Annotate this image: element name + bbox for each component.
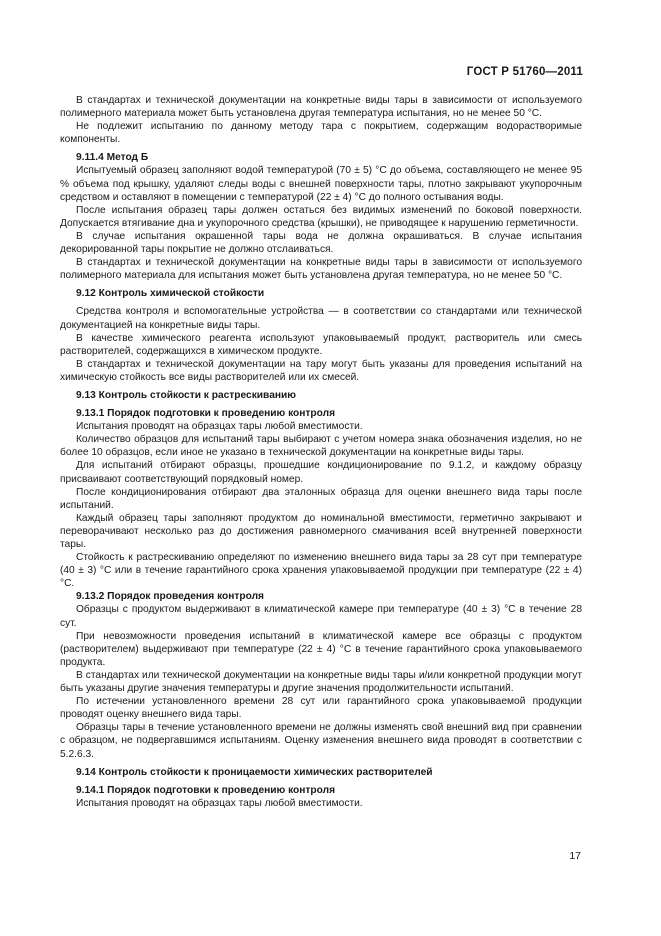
paragraph: Испытуемый образец заполняют водой температурой (70 ± 5) °С до объема, составляющего не менее 95 % объема под крышку, удаляют следы воды с внешней поверхности тары, плотно закрывают укупорочным средством и оставляют в помещении с температурой (22 ± 4) °С до полного остывания воды.	[60, 165, 582, 203]
paragraph: Образцы тары в течение установленного времени не должны изменять свой внешний вид при сравнении с образцом, не подвергавшимся испытаниям. Оценку изменения внешнего вида проводят в соответствии с 5.2.6.3.	[60, 722, 582, 760]
paragraph: Для испытаний отбирают образцы, прошедшие кондиционирование по 9.1.2, и каждому образцу присваивают соответствующий порядковый номер.	[60, 460, 582, 485]
section-heading: 9.13.2 Порядок проведения контроля	[76, 591, 265, 603]
section-heading: 9.11.4 Метод Б	[76, 152, 149, 164]
paragraph: Образцы с продуктом выдерживают в климатической камере при температуре (40 ± 3) °С в течение 28 сут.	[60, 604, 582, 629]
paragraph: При невозможности проведения испытаний в климатической камере все образцы с продуктом (растворителем) выдерживают при температуре (22 ± 4) °С в течение гарантийного срока упаковываемого продукта.	[60, 630, 582, 668]
paragraph: В стандартах и технической документации на тару могут быть указаны для проведения испытаний на химическую стойкость все виды растворителей или их смесей.	[60, 358, 582, 383]
section-heading: 9.13 Контроль стойкости к растрескиванию	[76, 389, 296, 401]
paragraph: Средства контроля и вспомогательные устройства — в соответствии со стандартами или технической документацией на конкретные виды тары.	[60, 306, 582, 331]
paragraph: В качестве химического реагента используют упаковываемый продукт, растворитель или смесь растворителей, содержащихся в химическом продукте.	[60, 332, 582, 357]
paragraph: В стандартах и технической документации на конкретные виды тары в зависимости от используемого полимерного материала для испытания может быть установлена другая температура, но не менее 50 °С.	[60, 257, 582, 282]
paragraph: В стандартах или технической документации на конкретные виды тары и/или конкретной продукции могут быть указаны другие значения температуры и другие значения продолжительности испытаний.	[60, 669, 582, 695]
document-body	[60, 94, 582, 810]
paragraph: После кондиционирования отбирают два эталонных образца для оценки внешнего вида тары после испытаний.	[60, 486, 582, 511]
document-header: ГОСТ Р 51760—2011	[466, 66, 583, 78]
page-number: 17	[569, 850, 581, 862]
section-heading: 9.14 Контроль стойкости к проницаемости химических растворителей	[76, 766, 433, 778]
paragraph: По истечении установленного времени 28 сут или гарантийного срока упаковываемой продукции проводят оценку внешнего вида тары.	[60, 696, 582, 721]
paragraph: Испытания проводят на образцах тары любой вместимости.	[76, 797, 363, 809]
section-heading: 9.13.1 Порядок подготовки к проведению контроля	[76, 408, 336, 420]
paragraph: В стандартах и технической документации на конкретные виды тары в зависимости от используемого полимерного материала может быть установлена другая температура испытания, но не менее 50 °С.	[60, 95, 582, 120]
section-heading: 9.14.1 Порядок подготовки к проведению контроля	[76, 784, 336, 796]
paragraph: Количество образцов для испытаний тары выбирают с учетом номера знака обозначения изделия, но не более 10 образцов, если иное не указано в технической документации на конкретные виды тары.	[60, 434, 582, 459]
paragraph: Каждый образец тары заполняют продуктом до номинальной вместимости, герметично закрывают и переворачивают несколько раз до достижения равномерного смачивания всей внутренней поверхности тары.	[60, 512, 582, 550]
paragraph: Не подлежит испытанию по данному методу тара с покрытием, содержащим водорастворимые компоненты.	[60, 121, 582, 146]
section-heading: 9.12 Контроль химической стойкости	[76, 288, 265, 300]
paragraph: После испытания образец тары должен остаться без видимых изменений по боковой поверхности. Допускается втягивание дна и укупорочного средства (крышки), не приводящее к нарушению герметичности.	[60, 204, 582, 229]
paragraph: Испытания проводят на образцах тары любой вместимости.	[76, 421, 363, 433]
paragraph: В случае испытания окрашенной тары вода не должна окрашиваться. В случае испытания декорированной тары покрытие не должно отслаиваться.	[60, 230, 582, 256]
paragraph: Стойкость к растрескиванию определяют по изменению внешнего вида тары за 28 сут при температуре (40 ± 3) °С или в течение гарантийного срока хранения упаковываемой продукции при температуре (22 ± 4) °С.	[60, 552, 582, 590]
